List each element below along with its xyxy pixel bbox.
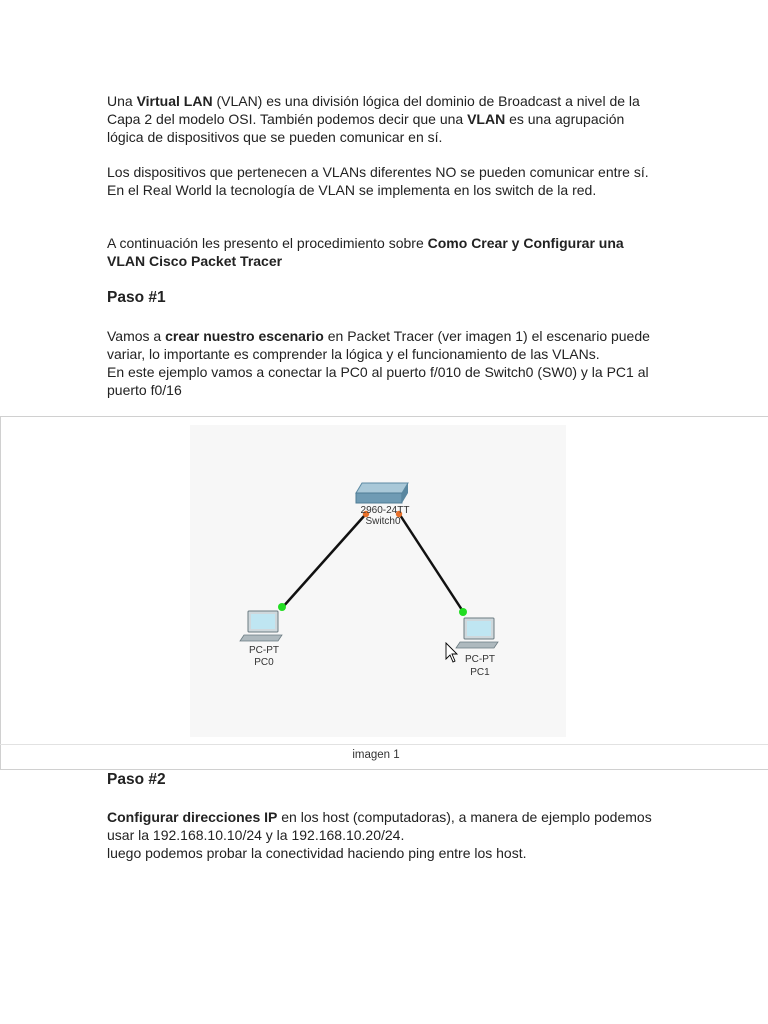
article-topic: Como Crear y Configurar una VLAN Cisco Packet Tracer bbox=[107, 235, 624, 269]
switch-icon bbox=[356, 483, 408, 503]
term-vlan: VLAN bbox=[467, 111, 506, 127]
pc0-type-label: PC-PT bbox=[249, 645, 279, 656]
intro-paragraph-2: Los dispositivos que pertenecen a VLANs diferentes NO se pueden comunicar entre sí. En el Real World la tecnología de VLAN se implementa en los switch de la red. bbox=[107, 164, 649, 198]
pc1-name-label: PC1 bbox=[470, 667, 490, 678]
figure-caption: imagen 1 bbox=[352, 749, 400, 761]
pc1-type-label: PC-PT bbox=[465, 654, 495, 665]
pc0-name-label: PC0 bbox=[254, 657, 274, 668]
switch-model-label: 2960-24TT bbox=[360, 505, 410, 516]
network-topology-diagram bbox=[190, 425, 566, 737]
paso1-paragraph: Vamos a crear nuestro escenario en Packet Tracer (ver imagen 1) el escenario puede variar, lo importante es comprender la lógica y el funcionamiento de las VLANs. En este ejemplo vamos a conectar la PC0 al puerto f/010 de Switch0 (SW0) y la PC1 al puerto f0/16 bbox=[107, 328, 650, 398]
switch-name-label: Switch0 bbox=[365, 516, 401, 527]
intro-paragraph-3: A continuación les presento el procedimiento sobre Como Crear y Configurar una VLAN Cisco Packet Tracer bbox=[107, 235, 624, 269]
diagram-background bbox=[190, 425, 566, 737]
link-status-dot bbox=[278, 603, 286, 611]
heading-paso-2: Paso #2 bbox=[107, 771, 166, 788]
link-status-dot bbox=[459, 608, 467, 616]
paso2-paragraph: Configurar direcciones IP en los host (computadoras), a manera de ejemplo podemos usar la 192.168.10.10/24 y la 192.168.10.20/24. luego podemos probar la conectividad haciendo ping entre los host. bbox=[107, 809, 652, 861]
term-configurar-ip: Configurar direcciones IP bbox=[107, 809, 278, 825]
term-crear-escenario: crear nuestro escenario bbox=[165, 328, 324, 344]
heading-paso-1: Paso #1 bbox=[107, 289, 166, 306]
term-virtual-lan: Virtual LAN bbox=[136, 93, 213, 109]
caption-divider bbox=[0, 744, 768, 745]
intro-paragraph-1: Una Virtual LAN (VLAN) es una división lógica del dominio de Broadcast a nivel de la Capa 2 del modelo OSI. También podemos decir que una VLAN es una agrupación lógica de dispositivos que se pueden comunicar en sí. bbox=[107, 93, 640, 145]
